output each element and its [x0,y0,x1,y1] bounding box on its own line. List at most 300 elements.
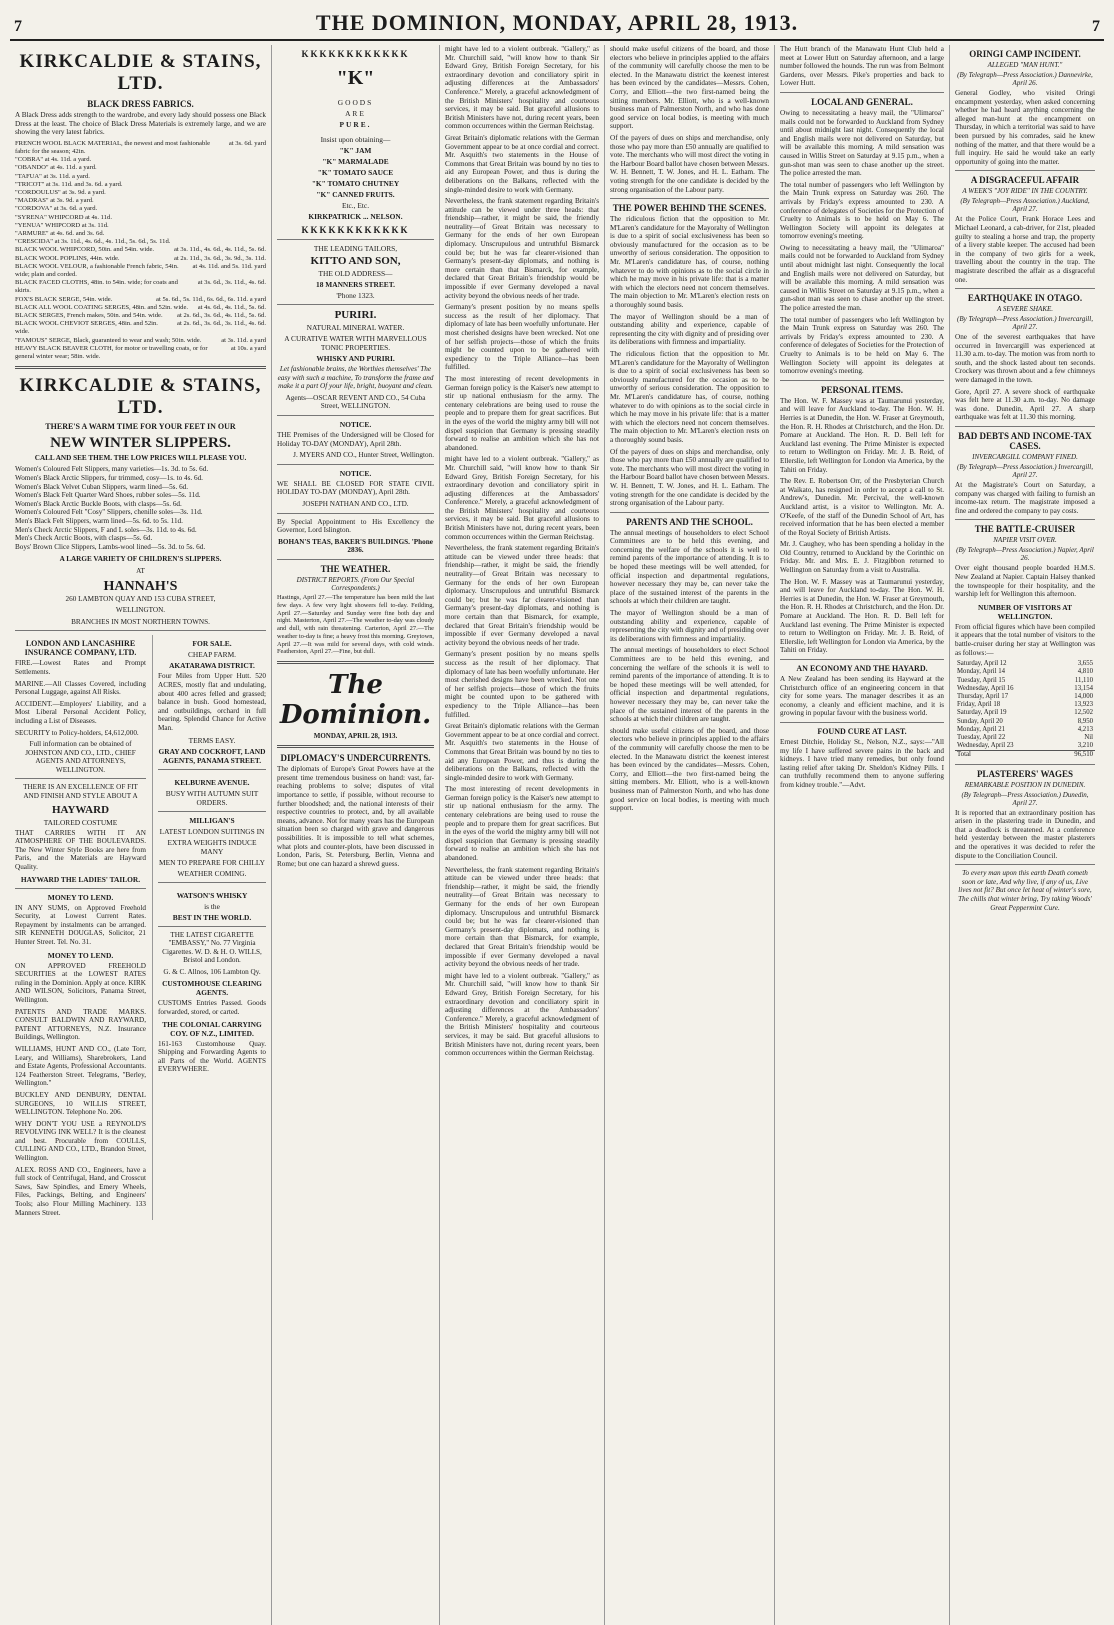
akatarawa-district: AKATARAWA DISTRICT. [169,661,255,671]
slipper-item: Boys' Brown Clice Slippers, Lambs-wool lined—5s. 3d. to 5s. 6d. [15,542,206,551]
fabric-price: at 2s. 6d., 3s. 6d., 4s. 11d., 5s. 6d. [177,312,266,320]
quake-text-2: Gore, April 27. A severe shock of earthquake was felt here at 11.30 a.m. to-day. No damage was done. Dunedin, April 27. A sharp earthquake was felt at 11.30 this morning. [955,387,1095,422]
quake-text: One of the severest earthquakes that have occurred in Invercargill was experienced at 11.30 a.m. to-day. The motion was from north to south, and the shock lasted about ten seconds. Crockery was thrown about and a few chimneys were damaged in the town. [955,333,1095,385]
fabric-price-row [15,238,266,246]
parents-text: The annual meetings of householders to elect School Committees are to be held this evening, and concerning the welfare of the schools it is well to remind parents of the importance of attending. It is to be hoped these meetings will be well attended, for official inspection and departmental regulations, however necessary they may be, can never take the place of the sustained interest of the parents in the schools at which their children are taught. [610,528,769,606]
k-product-item: "K" TOMATO CHUTNEY [311,179,400,188]
divider [277,745,434,748]
watsons-is-the: is the [204,901,220,911]
milligans-line-2: EXTRA WEIGHTS INDUCE MANY [167,837,257,856]
fabric-label: "SYRENA" WHIPCORD at 4s. 11d. [15,213,112,221]
visitors-total-row [955,751,1095,760]
fabric-label: BLACK ALL WOOL COATING SERGES, 48in. and 52in. wide. [15,303,189,311]
divider [610,198,769,199]
fabric-label: "CORDOULUS" at 3s. 9d. a yard. [15,189,106,196]
col3-para-7: Nevertheless, the frank statement regarding Britain's attitude can be viewed under three heads: that friendship—rather, it might be said, the friendly neutrality—of Great Britain was necessary to Germany for the ends of her own European diplomacy. Unscrupulous and untruthful Bismarck could be; but he was far clearer-visioned than Germany's present-day diplomats, and nothing is more certain than that Bismarck, for example, declared that Great Britain's friendship would be impossible if ever Germany developed a naval activity beyond the obvious needs of her trade. [445,544,599,647]
camp-head: ORINGI CAMP INCIDENT. [969,49,1081,59]
quake-byline: (By Telegraph—Press Association.) Invercargill, April 27. [957,315,1093,332]
money-title-2: MONEY TO LEND. [47,950,114,960]
insurance-fire: FIRE.—Lowest Rates and Prompt Settlements. [15,659,146,676]
kelburne-sub: BUSY WITH AUTUMN SUIT ORDERS. [165,788,259,807]
puriri-agents: Agents—OSCAR REVENT AND CO., 54 Cuba Street, WELLINGTON. [285,393,426,411]
kirkcaldie-ad2-title: KIRKCALDIE & STAINS, LTD. [19,375,262,419]
money-text-2: ON APPROVED FREEHOLD SECURITIES at the LOWEST RATES ruling in the Dominion. Apply at once. KIRK AND WILSON, Solicitors, Panama Street, Wellington. [15,961,146,1004]
gray-cockroft: GRAY AND COCKROFT, LAND AGENTS, PANAMA STREET. [158,746,266,765]
diplomacy-head: DIPLOMACY'S UNDERCURRENTS. [280,753,431,764]
local-text-2: The total number of passengers who left Wellington by the Main Trunk express on Saturday was 260. The arrivals by Friday's express amounted to 230. A conference of delegates of Societies for the Protection of Cruelty to Animals is to be held on May 6. The Wellington Society will appoint its delegates at tomorrow evening's meeting. [780,180,944,241]
visitors-row [955,660,1095,668]
fabric-price-row [15,164,266,172]
column-6 [950,45,1100,1625]
column-3 [440,45,605,1625]
embassy-ad: THE LATEST CIGARETTE "EMBASSY," No. 77 Virginia Cigarettes. W. D. & H. O. WILLS, Bristol and London. [162,930,262,965]
divider [780,659,944,660]
visitors-total-value: 96,510 [1057,751,1095,760]
insurance-security: SECURITY to Policy-holders, £4,612,000. [15,728,139,737]
k-pure: PURE. [339,120,372,129]
divider [15,888,146,889]
milligans: MILLIGAN'S [189,815,235,825]
k-border-top: KKKKKKKKKKKK [301,49,410,59]
visitors-count: 4,213 [1077,725,1093,733]
slipper-item: Women's Black Felt Quarter Ward Shoes, rubber soles—5s. 11d. [15,491,201,500]
divider [610,512,769,513]
dental-ad: BUCKLEY AND DENBURY, DENTAL SURGEONS, 10 WILLIS STREET, WELLINGTON. Telephone No. 206. [15,1090,146,1117]
debts-text: At the Magistrate's Court on Saturday, a company was charged with failing to furnish an income-tax return. The magistrate imposed a fine and ordered the company to pay costs. [955,481,1095,515]
divider [158,882,266,883]
parents-text-2: The mayor of Wellington should be a man of outstanding ability and experience, capable of representing the city with dignity and of presiding over its deliberations with firmness and impartiality. [610,609,769,643]
fabric-price: at 4s. 6d., 4s. 11d., 5s. 6d. [197,303,266,311]
visitors-head: NUMBER OF VISITORS AT WELLINGTON. [977,602,1073,621]
cruiser-head: THE BATTLE-CRUISER [974,524,1076,535]
tailor-head: THE LEADING TAILORS, [313,244,398,253]
fabric-price-row [15,320,266,336]
col4-para-1: should make useful citizens of the board, and those electors who believe in principles applied to the affairs of the community will carefully choose the men to be elected. In the Manawatu district the keenest interest has been evinced by the candidates—Messrs. Cohen, Corry, and Elliott—the two first-named being the sitting members. Mr. Elliott, who is a well-known business man of Palmerston North, and who has done good service on local bodies, is meeting with much support. [610,45,769,131]
parents-text-4: should make useful citizens of the board, and those electors who believe in principles applied to the affairs of the community will carefully choose the men to be elected. In the Manawatu district the keenest interest has been evinced by the candidates—Messrs. Cohen, Corry, and Elliott—the two first-named being the sitting members. Mr. Elliott, who is a well-known business man of Palmerston North, and who has done good service on local bodies, is meeting with much support. [610,726,769,813]
visitors-table [955,660,1095,759]
notice-1-sign: J. MYERS AND CO., Hunter Street, Wellington. [293,451,434,460]
visitors-day: Saturday, April 19 [957,709,1007,717]
visitors-day: Wednesday, April 23 [957,742,1014,750]
local-head: LOCAL AND GENERAL. [811,96,913,107]
fabric-price: at 4s. 11d. and 5s. 11d. yard [192,262,266,270]
parents-head: PARENTS AND THE SCHOOL. [626,516,753,527]
divider [158,811,266,812]
page-number-left: 7 [14,18,22,35]
diplomacy-text: The diplomats of Europe's Great Powers have at the present time tremendous business on hand: vast, far-reaching problems to solve; disputes of vital importance to settle, if possible, without recourse to further bloodshed; and, the national interests of their respective countries to protect, and, by all available means, advance. Not for many years has the European situation been so charged with grave and dangerous possibilities. It is impossible to tell what schemes, what plots and counter-plots, have been discussed in London, Paris, St. Petersburg, Berlin, Vienna and Rome; but one can hazard a shrewd guess. [277,765,434,868]
local-text-3: Owing to necessitating a heavy mail, the "Ulimaroa" mails could not be forwarded to Auckland from Sydney until about midnight last night. Consequently the local and English mails were not delivered on Saturday, but will be available this morning. A mild sensation was caused in Willis Street on Saturday at 9.15 p.m., when a gun-shot man was seen to chase another up the street. The police arrested the man. [780,243,944,313]
slipper-item: Women's Coloured Felt "Cosy" Slippers, chenille soles—3s. 11d. [15,508,203,517]
fabric-label: BLACK WOOL VELOUR, a fashionable French fabric, 54in. wide; plain and corded. [15,262,179,279]
visitors-count: 13,923 [1074,701,1093,709]
fabric-label: "MADRAS" at 3s. 9d. a yard. [15,197,94,205]
slipper-item: Women's Black Arctic Buckle Boots, with clasps—5s. 6d. [15,499,182,508]
column-4 [605,45,775,1625]
kelburne-avenue: KELBURNE AVENUE. [174,777,250,787]
parents-text-3: The annual meetings of householders to elect School Committees are to be held this evening, and concerning the welfare of the schools it is well to remind parents of the importance of attending. It is to be hoped these meetings will be well attended, for official inspection and departmental regulations, however necessary they may be, can never take the place of the sustained interest of the parents in the schools at which their children are taught. [610,646,769,724]
col3-para-12: might have led to a violent outbreak. "Gallery," as Mr. Churchill said, "will know how to thank Sir Edward Grey, British Foreign Secretary, for his extraordinary devotion and conciliatory spirit in adjusting differences at the Ambassadors' Conference." Merely, a graceful acknowledgment of the British Ministers' hospitality and courteous services, it may be said. But graceful allusions to British Ministers have not, during recent years, been common occurrences within the German Reichstag. [445,971,599,1058]
fabric-label: BLACK WOOL CHEVIOT SERGES, 48in. and 52in. wide. [15,320,158,336]
fabric-price-row [15,337,266,345]
visitors-day: Monday, April 14 [957,668,1006,676]
visitors-row [955,742,1095,751]
fabric-price-row [15,222,266,230]
camp-sub: ALLEGED "MAN HUNT." [987,61,1063,69]
hayward-name: HAYWARD [51,803,110,816]
fabric-label: BLACK FACED CLOTHS, 48in. to 54in. wide; for coats and skirts. [15,279,178,295]
divider [955,170,1095,171]
visitors-row [955,668,1095,676]
fabric-label: BLACK SERGES, French makes, 50in. and 54in. wide. [15,312,163,320]
terms-easy: TERMS EASY. [188,735,236,745]
fabric-price-row [15,230,266,238]
k-insist: Insist upon obtaining— [320,135,391,144]
col3-para-1: might have led to a violent outbreak. "Gallery," as Mr. Churchill said, "will know how to thank Sir Edward Grey, British Foreign Secretary, for his extraordinary devotion and conciliatory spirit in adjusting differences at the Ambassadors' Conference." Merely, a graceful acknowledgment of the British Ministers' hospitality and courteous services, it may be said. But graceful allusions to British Ministers have not, during recent years, been common occurrences within the German Reichstag. [445,45,599,131]
black-dress-intro: A Black Dress adds strength to the wardrobe, and every lady should possess one Black Dress at the least. The choice of Black Dress Materials is extremely large, and we are showing the very latest fabrics. [15,111,266,137]
fabric-price-row [15,197,266,205]
fabric-price: at 2s. 6d., 3s. 6d., 3s. 11d., 4s. 6d. [177,320,266,328]
personal-text: The Hon. W. F. Massey was at Taumarunui yesterday, and will leave for Auckland to-day. The Hon. W. H. Herries is at Dunedin, the Hon. W. Fraser at Greymouth, the Hon. R. H. Rhodes at Christchurch, and the Hon. Dr. Pomare at Auckland. The Hon. R. D. Bell left for Auckland last evening. The Prime Minister is expected to return to Wellington on Friday. Mr. J. B. Reid, of Ellerslie, left Wellington for London via America, by the Tahiti on Friday. [780,396,944,474]
affair-byline: (By Telegraph—Press Association.) Auckland, April 27. [960,197,1090,214]
slipper-item: Men's Check Arctic Slippers, F and L soles—3s. 11d. to 4s. 6d. [15,525,197,534]
visitors-count: 3,655 [1077,660,1093,668]
money-title: MONEY TO LEND. [47,892,114,902]
milligans-line-3: MEN TO PREPARE FOR CHILLY [159,857,265,867]
fabric-label: "COBRA" at 4s. 11d. a yard. [15,156,92,164]
visitors-row [955,701,1095,709]
local-text-4: The total number of passengers who left Wellington by the Main Trunk express on Saturday was 260. The arrivals by Friday's express amounted to 230. A conference of delegates of Societies for the Protection of Cruelty to Animals is to be held on May 6. The Wellington Society will appoint its delegates at tomorrow evening's meeting. [780,315,944,376]
hannahs-city: WELLINGTON. [115,606,166,615]
column-1-lower-right [152,635,266,1220]
fabric-label: "CORDOVA" at 3s. 6d. a yard. [15,205,98,213]
black-dress-fabrics-heading: BLACK DRESS FABRICS. [87,99,194,109]
k-product-list [277,146,434,199]
cruiser-sub: NAPIER VISIT OVER. [993,536,1057,545]
fabric-price-row [15,279,266,295]
fabric-label: "OBANDO" at 4s. 11d. a yard. [15,164,97,172]
visitors-count: 13,154 [1074,684,1093,692]
fabric-price-row [15,246,266,254]
slippers-headline-1: THERE'S A WARM TIME FOR YOUR FEET IN OUR [45,422,236,432]
col3-para-4: Germany's present position by no means spells success as the result of her diplomacy. That diplomacy of late has been woefully unfortunate. Her most cherished designs have been wrecked. Not one of her selfish projects—those of which the fruits might be counted upon to be gathered with expediency to the Triple Alliance—has been fulfilled. [445,303,599,372]
notice-2-sign: JOSEPH NATHAN AND CO., LTD. [302,499,409,508]
visitors-day: Tuesday, April 15 [957,676,1006,684]
fabric-price: at 3s. 11d., 4s. 6d., 4s. 11d., 5s. 6d. [173,246,266,254]
fabric-label: FRENCH WOOL BLACK MATERIAL, the newest and most fashionable fabric for the season; 42in. [15,139,211,155]
k-product-item: "K" MARMALADE [322,157,389,166]
fabric-price-row [15,140,266,156]
fabric-price-row [15,205,266,213]
k-goods: GOODS [337,98,374,107]
k-sign: KIRKPATRICK ... NELSON. [308,212,403,221]
farm-text: Four Miles from Upper Hutt. 520 ACRES, mostly flat and undulating, about 400 acres felled and grassed; balance in bush. Good homestead, and outbuildings, orchard in full bearing. Splendid Chance for Active Man. [158,672,266,732]
puriri-verse: Let fashionable brains, the Worthies themselves' The easy with such a machine, To transform the frame and make it a part Of your life, bright, buoyant and clean. [277,365,434,391]
divider [15,778,146,779]
camp-byline: (By Telegraph—Press Association.) Dannevirke, April 26. [957,71,1093,87]
k-etc: Etc., Etc. [341,201,370,210]
personal-text-3: Mr. J. Caughey, who has been spending a holiday in the Old Country, returned to Auckland by the Corinthic on Friday. Mr. and Mrs. E. J. Fitzgibbon returned to Wellington on Saturday from a visit to Australia. [780,540,944,575]
hayward-text: THAT CARRIES WITH IT AN ATMOSPHERE OF THE BOULEVARDS. The New Winter Style Books are here from Paris, and the Materials are Hayward Quality. [15,828,146,872]
allen-ad: G. & C. Allnos, 106 Lambton Qy. [163,967,261,976]
hannahs-name: HANNAH'S [103,578,178,594]
for-sale-title: FOR SALE. [192,639,232,649]
weather-title: THE WEATHER. [320,563,391,574]
fabric-price: at 3s. 6d. yard [228,139,266,147]
visitors-row [955,734,1095,742]
slippers-list [15,465,266,551]
visitors-intro: From official figures which have been compiled it appears that the total number of visitors to the battle-cruiser during her stay at Wellington was as follows:— [955,622,1095,657]
insurance-agents: Full information can be obtained of JOHNSTON AND CO., LTD., CHIEF AGENTS AND ATTORNEYS, WELLINGTON. [25,740,136,774]
fabric-price: at 2s. 11d., 3s. 6d., 3s. 9d., 3s. 11d. [173,254,266,262]
visitors-row [955,685,1095,693]
fabric-price: at 10s. a yard [230,344,266,352]
divider [277,559,434,560]
visitors-count: Nil [1084,733,1093,741]
divider [277,415,434,416]
visitors-day: Wednesday, April 16 [957,684,1014,692]
divider [277,239,434,240]
fabric-label: "ARMURE" at 4s. 6d. and 3s. 6d. [15,230,105,238]
columns [10,45,1104,1625]
cheap-farm: CHEAP FARM. [187,650,237,660]
divider [780,92,944,93]
customhouse-heading: CUSTOMHOUSE CLEARING AGENTS. [162,979,262,998]
visitors-day: Friday, April 18 [957,701,1001,709]
children-slippers-line: A LARGE VARIETY OF CHILDREN'S SLIPPERS. [59,555,222,564]
fabric-price-row [15,312,266,320]
customhouse-text: CUSTOMS Entries Passed. Goods forwarded, stored, or carted. [158,999,266,1017]
fabric-label: BLACK WOOL WHIPCORD, 50in. and 54in. wide. [15,246,155,254]
divider [955,864,1095,865]
col3-para-11: Nevertheless, the frank statement regarding Britain's attitude can be viewed under three heads: that friendship—rather, it might be said, the friendly neutrality—of Great Britain was necessary to Germany for the ends of her own European diplomacy. Unscrupulous and untruthful Bismarck could be; but he was far clearer-visioned than Germany's present-day diplomats, and nothing is more certain than that Bismarck, for example, declared that Great Britain's friendship would be impossible if ever Germany developed a naval activity beyond the obvious needs of her trade. [445,865,599,969]
tailor-address: 18 MANNERS STREET. [316,280,395,289]
col3-para-10: The most interesting of recent developments in German foreign policy is the Kaiser's new attempt to stir up national enthusiasm for the army. The centenary celebrations are being used to rouse the people and to prepare them for great sacrifices. But in the eyes of the world the mighty army bill will not dispel suspicion that Germany is pressing steadily forward to realise an ambition which she has not abandoned. [445,785,599,863]
visitors-count: 8,950 [1077,717,1093,725]
slipper-item: Women's Black Arctic Slippers, fur trimmed, cosy—1s. to 4s. 6d. [15,474,203,483]
fabric-label: HEAVY BLACK BEAVER CLOTH, for motor or travelling coats, or for general winter wear; 58in. wide. [15,344,208,361]
column-1 [10,45,272,1625]
children-slippers-at: AT [136,566,145,575]
fabric-price-row [15,296,266,304]
column-1-lower-left [15,635,146,1220]
notice-1-text: THE Premises of the Undersigned will be Closed for Holiday TO-DAY (MONDAY), April 28th. [277,430,434,448]
col5-para-1: The Hutt branch of the Manawatu Hunt Club held a meet at Lower Hutt on Saturday afternoon, and a large number followed the hounds. The run was from Belmont Gardens, over Messrs. Pike's properties and back to Lower Hutt. [780,45,944,88]
visitors-count: 3,210 [1077,742,1093,750]
debts-byline: (By Telegraph—Press Association.) Invercargill, April 27. [957,463,1093,480]
column-2 [272,45,440,1625]
fabric-price-row [15,263,266,279]
watsons-whisky: WATSON'S WHISKY [176,890,248,900]
weather-text: Hastings, April 27.—The temperature has been mild the last few days. A few very light showers fell to-day. Feilding, April 27.—Saturday and Sunday were fine both day and night. Masterton, April 27.—The weather to-day was cloudy and dull, with rain threatening. Carterton, April 27.—The weather to-day is fine; a heavy frost this morning. Greytown, April 27.—It was mild for several days, with cold winds. Featherston, April 27.—Fine, but dull. [277,593,434,656]
divider [277,464,434,465]
page-number-right: 7 [1092,18,1100,35]
visitors-day: Monday, April 21 [957,725,1006,733]
fabric-price-row [15,214,266,222]
column-5 [775,45,950,1625]
patents-ad: PATENTS AND TRADE MARKS. CONSULT BALDWIN AND RAYWARD, PATENT ATTORNEYS, N.Z. Insurance Buildings, Wellington. [15,1007,146,1042]
plaster-sub: REMARKABLE POSITION IN DUNEDIN. [964,780,1086,789]
divider [955,519,1095,520]
ross-ad: ALEX. ROSS AND CO., Engineers, have a full stock of Centrifugal, Hand, and Crosscut Saws, Saw Spindles, and Emery Wheels, Files, Packings, Belting, and Engineers' Tools; also Flour Milling Machinery. 133 Manners Street. [15,1165,146,1217]
power-text: The ridiculous fiction that the opposition to Mr. M'Laren's candidature for the Mayoralty of Wellington is due to a spirit of social exclusiveness has been so obviously manufactured for the occasion as to be unworthy of serious consideration. The opposition to Mr. M'Laren's candidature has, of course, nothing whatever to do with opinions as to the social circle in which he may move in his private life: that is a matter with which the electors need not concern themselves. The main objection to Mr. M'Laren's election rests on a thoroughly sound basis. [610,215,769,310]
visitors-count: 14,000 [1074,692,1093,700]
bohans-ad: BOHAN'S TEAS, BAKER'S BUILDINGS. 'Phone 2836. [278,537,433,555]
fabric-price: at 3s. 6d., 3s. 11d., 4s. 6d. [197,279,266,287]
fabric-price-row [15,345,266,361]
hannahs-branches: BRANCHES IN MOST NORTHERN TOWNS. [71,617,210,626]
visitors-row [955,677,1095,685]
debts-sub: INVERCARGILL COMPANY FINED. [972,453,1078,462]
visitors-count: 11,110 [1074,676,1093,684]
tailor-name: KITTO AND SON, [310,255,401,267]
visitors-day: Saturday, April 12 [957,660,1007,668]
slippers-headline-2: NEW WINTER SLIPPERS. [50,434,231,451]
puriri-line: A CURATIVE WATER WITH MARVELLOUS TONIC PROPERTIES. [284,334,427,352]
visitors-count: 4,810 [1077,668,1093,676]
col3-para-8: Germany's present position by no means spells success as the result of her diplomacy. That diplomacy of late has been woefully unfortunate. Her most cherished designs have been wrecked. Not one of her selfish projects—those of which the fruits might be counted upon to be gathered with expediency to the Triple Alliance—has been fulfilled. [445,650,599,719]
puriri-desc: NATURAL MINERAL WATER. [306,323,405,332]
quake-head: EARTHQUAKE IN OTAGO. [967,293,1083,304]
plaster-text: It is reported that an extraordinary position has arisen in the plastering trade in Dunedin, and that a deadlock is threatened. At a conference held yesterday between the master plasterers and the operatives it was decided to refer the dispute to the Conciliation Council. [955,808,1095,860]
divider [15,630,266,631]
col3-para-6: might have led to a violent outbreak. "Gallery," as Mr. Churchill said, "will know how to thank Sir Edward Grey, British Foreign Secretary, for his extraordinary devotion and conciliatory spirit in adjusting differences at the Ambassadors' Conference." Merely, a graceful acknowledgment of the British Ministers' hospitality and courteous services, it may be said. But graceful allusions to British Ministers have not, during recent years, been common occurrences within the German Reichstag. [445,455,599,541]
slipper-item: Women's Coloured Felt Slippers, many varieties—1s. 3d. to 5s. 6d. [15,465,209,474]
puriri-whisky: WHISKY AND PURIRI. [316,354,395,363]
col3-para-3: Nevertheless, the frank statement regarding Britain's attitude can be viewed under three heads: that friendship—rather, it might be said, the friendly neutrality—of Great Britain was necessary to Germany for the ends of her own European diplomacy. Unscrupulous and untruthful Bismarck could be; but he was far clearer-visioned than Germany's present-day diplomats, and nothing is more certain than that Bismarck, for example, declared that Great Britain's friendship would be impossible if ever Germany developed a naval activity beyond the obvious needs of her trade. [445,197,599,300]
power-text-4: Of the payers of dues on ships and merchandise, only those who pay more than £50 annually are qualified to vote. The merchants who will most direct the voting in the Harbour Board ballot have chosen between Messrs. W. H. Bennett, T. W. Jones, and H. L. Eatham. The voting strength for the one candidate is decided by the strong organisation of the Labour party. [610,447,769,508]
weather-sub: DISTRICT REPORTS. (From Our Special Correspondents.) [296,575,415,592]
fabric-price: at 5s. 6d., 5s. 11d., 6s. 6d., 6s. 11d. a yard [156,295,266,303]
slipper-item: Men's Check Arctic Boots, with clasps—5s. 6d. [15,534,153,543]
notice-3-text: By Special Appointment to His Excellency the Governor, Lord Islington. [277,517,434,535]
fabric-label: "YENUA" WHIPCORD at 3s. 11d. [15,221,109,229]
dominion-date: MONDAY, APRIL 28, 1913. [313,732,398,741]
plaster-byline: (By Telegraph—Press Association.) Dunedin, April 27. [961,790,1089,807]
personal-head: PERSONAL ITEMS. [820,384,904,395]
affair-text: At the Police Court, Frank Horace Lees and Michael Leonard, a cab-driver, for 21st, pleaded guilty to stealing a horse and trap, the property of a livery stable keeper. The accused had been in the company of two girls for a week, travelling about the country in the trap. The magistrate described the affair as a disgraceful one. [955,215,1095,284]
visitors-total-label: Total [955,751,1057,760]
insurance-marine: MARINE.—All Classes Covered, including Personal Luggage, against All Risks. [15,679,146,697]
divider [780,380,944,381]
k-border-bottom: KKKKKKKKKKKK [301,225,410,235]
newspaper-title: THE DOMINION, MONDAY, APRIL 28, 1913. [315,10,799,35]
insurance-title: LONDON AND LANCASHIRE INSURANCE COMPANY, LTD. [24,639,137,658]
notice-1-title: NOTICE. [339,419,372,429]
k-brand-letter: "K" [336,67,375,89]
power-head: THE POWER BEHIND THE SCENES. [612,203,767,214]
divider [15,366,266,369]
hayward-sign: HAYWARD THE LADIES' TAILOR. [20,874,141,884]
local-text: Owing to necessitating a heavy mail, the "Ulimaroa" mails could not be forwarded to Auckland from Sydney until about midnight last night. Consequently the local and English mails were not delivered on Saturday, but will be available this morning. A mild sensation was caused in Willis Street on Saturday at 9.15 p.m., when a gun-shot man was seen to chase another up the street. The police arrested the man. [780,108,944,178]
col3-para-5: The most interesting of recent developments in German foreign policy is the Kaiser's new attempt to stir up national enthusiasm for the army. The centenary celebrations are being used to rouse the people and to prepare them for great sacrifices. But in the eyes of the world the mighty army bill will not dispel suspicion that Germany is pressing steadily forward to realise an ambition which she has not abandoned. [445,374,599,452]
fabric-price-row [15,189,266,197]
fabric-label: FOX'S BLACK SERGE, 54in. wide. [15,295,113,303]
plaster-head: PLASTERERS' WAGES [976,768,1074,779]
slipper-item: Women's Black Velvet Cuban Slippers, warm lined—5s. 6d. [15,482,189,491]
watsons-best: BEST IN THE WORLD. [172,912,252,922]
hayward-intro: THERE IS AN EXCELLENCE OF FIT AND FINISH AND STYLE ABOUT A [23,783,138,801]
found-text: Ernest Ditchie, Holiday St., Nelson, N.Z., says:—"All my life I have suffered severe pains in the back and kidneys. I have tried many remedies, but only found lasting relief after taking Dr. Sheldon's Kidney Pills. I can truthfully recommend them to anyone suffering from kidney trouble."—Advt. [780,737,944,789]
divider [277,513,434,514]
fabric-label: "TRICOT" at 3s. 11d. and 3s. 6d. a yard. [15,180,123,188]
milligans-line-4: WEATHER COMING. [177,868,247,878]
puriri-name: PURIRI. [334,309,377,321]
divider [780,722,944,723]
found-head: FOUND CURE AT LAST. [817,726,907,736]
money-text: IN ANY SUMS, on Approved Freehold Security, at Lowest Current Rates. Repayment by instalments can be arranged. SIR KENNETH DOUGLAS, Solicitor, 21 Hunter Street. Tel. No. 31. [15,903,146,947]
personal-text-2: The Rev. E. Robertson Orr, of the Presbyterian Church at Waikato, has resigned in order to accept a call to St. Andrew's, Dunedin. Mr. Percival, the well-known Auckland artist, is a visitor to Wellington. Mr. A. O'Keefe, of the staff of the Dunedin School of Art, has received information that he has been elected a member of the Royal Society of British Artists. [780,477,944,537]
column-1-lower [15,635,266,1220]
camp-text: General Godley, who visited Oringi encampment yesterday, when asked concerning whether he had heard anything concerning the alleged man-hunt at the encampment on Thursday, in which a territorial was said to have been pursued by his comrades, said he knew nothing of the matter, and that there would be a full inquiry. He said he would take an early opportunity of going into the matter. [955,89,1095,166]
kirkcaldie-ad-title: KIRKCALDIE & STAINS, LTD. [19,51,262,94]
debts-head: BAD DEBTS AND INCOME-TAX CASES. [958,431,1092,452]
fabric-price-list [15,140,266,361]
visitors-row [955,726,1095,734]
williams-ad: WILLIAMS, HUNT AND CO., (Late Torr, Leary, and Williams), Sharebrokers, Land and Estate Agents, Professional Accountants. 124 Featherston Street. Telegrams, "Berley, Wellington." [15,1044,146,1088]
power-text-2: The mayor of Wellington should be a man of outstanding ability and experience, capable of representing the city with dignity and of presiding over its deliberations with firmness and impartiality. [610,312,769,347]
k-product-item: "K" TOMATO SAUCE [317,168,394,177]
k-product-item: "K" CANNED FRUITS. [316,190,395,199]
divider [955,764,1095,765]
divider [277,661,434,664]
colonial-carrying: THE COLONIAL CARRYING COY. OF N.Z., LIMITED. [162,1019,262,1038]
fabric-label: "CRESCIDA" at 3s. 11d., 4s. 6d., 4s. 11d., 5s. 6d., 5s. 11d. [15,238,171,246]
verse-ad: To every man upon this earth Death cometh soon or late, And why live, if any of us, Live lives not fit? But once let heat of winter's sore, The chills that winter bring, Try taking Woods' Great Peppermint Cure. [958,869,1092,912]
economy-head: AN ECONOMY AND THE HAYARD. [796,664,928,673]
divider [158,769,266,770]
visitors-day: Sunday, April 20 [957,717,1003,725]
fabric-price-row [15,156,266,164]
col3-para-9: Great Britain's diplomatic relations with the German Government appear to be at once cordial and correct. Mr. Asquith's two statements in the House of Commons that Great Britain was bound by no ties to aid any European Power, and thus is during the deliberations on the Balkans, reflected with the single-minded desire to work with Germany. [445,722,599,782]
dominion-logo: The Dominion. [279,670,432,731]
fabric-price-row [15,255,266,263]
notice-2-title: NOTICE. [339,468,372,478]
economy-text: A New Zealand has been sending its Hayward at the Christchurch office of an engineering concern in that city for some years. The manager describes it as an economy, a cleanly and efficient machine, and it is growing in popular favour with the business world. [780,675,944,718]
power-text-3: The ridiculous fiction that the opposition to Mr. M'Laren's candidature for the Mayoralty of Wellington is due to a spirit of social exclusiveness has been so obviously manufactured for the occasion as to be unworthy of serious consideration. The opposition to Mr. M'Laren's candidature has, of course, nothing whatever to do with opinions as to the social circle in which he may move in his private life: that is a matter with which the electors need not concern themselves. The main objection to Mr. M'Laren's election rests on a thoroughly sound basis. [610,350,769,444]
inkwell-ad: WHY DON'T YOU USE a REYNOLD'S REVOLVING INK WELL? It is the cleanest and best. Procurable from COULLS, CULLING AND CO., LTD., Brandon Street, Wellington. [15,1119,146,1163]
hayward-tagline: TAILORED COSTUME [43,817,118,827]
affair-head: A DISGRACEFUL AFFAIR [970,175,1080,186]
fabric-price-row [15,304,266,312]
col4-para-2: Of the payers of dues on ships and merchandise, only those who pay more than £50 annually are qualified to vote. The merchants who will most direct the voting in the Harbour Board ballot have chosen between Messrs. W. H. Bennett, T. W. Jones, and H. L. Eatham. The voting strength for the one candidate is decided by the strong organisation of the Labour party. [610,133,769,194]
k-product-item: "K" JAM [339,146,372,155]
hannahs-address: 260 LAMBTON QUAY AND 153 CUBA STREET, [65,594,216,603]
divider [277,304,434,305]
personal-text-4: The Hon. W. F. Massey was at Taumarunui yesterday, and will leave for Auckland to-day. The Hon. W. H. Herries is at Dunedin, the Hon. W. Fraser at Greymouth, the Hon. R. H. Rhodes at Christchurch, and the Hon. Dr. Pomare at Auckland. The Hon. R. D. Bell left for Auckland last evening. The Prime Minister is expected to return to Wellington on Friday. Mr. J. B. Reid, of Ellerslie, left Wellington for London via America, by the Tahiti on Friday. [780,577,944,655]
tailor-old: THE OLD ADDRESS— [318,269,393,278]
fabric-label: "TAFUA" at 3s. 11d. a yard. [15,172,90,180]
visitors-day: Thursday, April 17 [957,692,1009,700]
visitors-day: Tuesday, April 22 [957,733,1006,741]
col3-para-2: Great Britain's diplomatic relations with the German Government appear to be at once cordial and correct. Mr. Asquith's two statements in the House of Commons that Great Britain was bound by no ties to aid any European Power, and thus is during the deliberations on the Balkans, reflected with the single-minded desire to work with Germany. [445,133,599,194]
fabric-price-row [15,181,266,189]
fabric-label: "FAMOUS" SERGE, Black, guaranteed to wear and wash; 50in. wide. [15,336,202,344]
visitors-row [955,709,1095,717]
tailor-phone: 'Phone 1323. [336,291,375,300]
divider [955,288,1095,289]
affair-sub: A WEEK'S "JOY RIDE" IN THE COUNTRY. [962,187,1088,196]
milligans-line-1: LATEST LONDON SUITINGS IN [159,826,265,836]
masthead [10,8,1104,41]
visitors-row [955,693,1095,701]
visitors-row [955,718,1095,726]
notice-2-text: WE SHALL BE CLOSED FOR STATE CIVIL HOLIDAY TO-DAY (MONDAY), April 28th. [277,479,434,497]
divider [955,426,1095,427]
cruiser-byline: (By Telegraph—Press Association.) Napier, April 26. [956,546,1094,563]
slippers-headline-3: CALL AND SEE THEM. THE LOW PRICES WILL PLEASE YOU. [34,453,247,462]
visitors-count: 12,502 [1074,709,1093,717]
k-are: ARE [345,109,366,118]
